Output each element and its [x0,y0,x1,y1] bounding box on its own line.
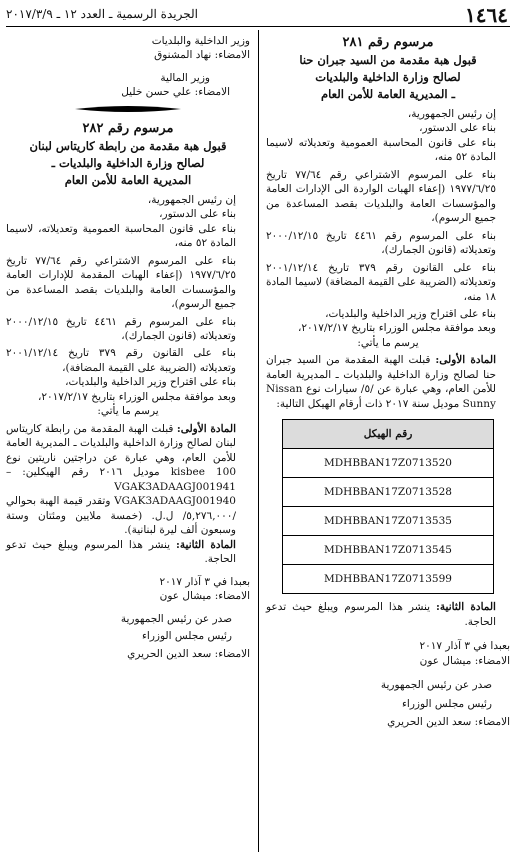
prime-minister-title: رئيس مجلس الوزراء [141,630,232,643]
decree-title: مرسوم رقم ٢٨٢ [82,120,174,136]
preamble-line: بناء على قانون المحاسبة العمومية وتعديلاته لاسيما المادة ٥٢ منه، [266,136,496,164]
preamble-line: بناء على قانون المحاسبة العمومية وتعديلاته، لاسيما المادة ٥٢ منه، [6,222,236,250]
article-1 [266,353,510,411]
publication-info: الجريدة الرسمية ـ العدد ١٢ ـ ٢٠١٧/٣/٩ [6,7,198,21]
column-divider [258,30,259,852]
minister-title: وزير الداخلية والبلديات [151,35,250,47]
article-label: المادة الثانية: [436,601,496,614]
article-2 [266,600,510,629]
prime-minister-title: رئيس مجلس الوزراء [401,697,492,710]
article-label: المادة الأولى: [435,354,496,367]
signature-line: الامضاء: نهاد المشنوق [154,49,250,62]
subtitle-line: لصالح وزارة الداخلية والبلديات [315,70,461,85]
chassis-number: MDHBBAN17Z0713545 [283,536,494,565]
article-2 [6,538,250,567]
article-text: قبلت الهبة المقدمة من السيد جبران حنا لصالح وزارة الداخلية والبلديات ـ المديرية العامة للأمن العام، وهي عبارة عن /٥/ سيارات نوع Nissan Sunny موديل سنة ٢٠١٧ ذات أرقام الهيكل التالية: [266,354,497,410]
article-label: المادة الثانية: [176,538,236,551]
subtitle-line: قبول هبة مقدمة من السيد جبران حنا [299,52,477,67]
preamble-line: بناء على اقتراح وزير الداخلية والبلديات، [65,376,236,389]
decree-subtitle [266,52,510,104]
signature-line: الامضاء: ميشال عون [419,654,510,667]
preamble-line: بناء على القانون رقم ٣٧٩ تاريخ ٢٠٠١/١٢/١٤ وتعديلاته (الضريبة على القيمة المضافة) لاسيما المادة ١٨ منه، [266,261,496,303]
subtitle-line: قبول هبة مقدمة من رابطة كاريتاس لبنان [29,138,227,153]
chassis-table-header: رقم الهيكل [283,420,494,449]
section-separator-icon [73,104,183,114]
decree-title: مرسوم رقم ٢٨١ [342,35,434,50]
preamble-line: بناء على الدستور، [419,122,496,135]
issued-by: صدر عن رئيس الجمهورية [380,679,492,692]
signature-line: الامضاء: علي حسن خليل [121,86,230,99]
signing-date: بعبدا في ٣ آذار ٢٠١٧ [159,575,250,588]
preamble-line: بناء على المرسوم الاشتراعي رقم ٧٧/٦٤ تاريخ ١٩٧٧/٦/٢٥ (إعفاء الهبات المقدمة للإدارات العامة والمؤسسات العامة والبلديات بقصد المساعدة من جميع الرسوم)، [6,254,236,311]
signature-line: الامضاء: ميشال عون [159,590,250,603]
article-text: ينشر هذا المرسوم ويبلغ حيث تدعو الحاجة. [6,538,236,566]
chassis-table [282,419,494,594]
issued-by: صدر عن رئيس الجمهورية [120,612,232,625]
preamble-line: بناء على المرسوم رقم ٤٤٦١ تاريخ ٢٠٠٠/١٢/١٥ وتعديلاته (قانون الجمارك)، [6,315,236,342]
decree-282-column [6,34,250,661]
signing-date: بعبدا في ٣ آذار ٢٠١٧ [419,640,510,653]
chassis-number: MDHBBAN17Z0713528 [283,478,494,507]
chassis-number: MDHBBAN17Z0713599 [283,565,494,594]
preamble-line: بناء على الدستور، [159,208,236,221]
decree-subtitle [6,138,250,190]
article-label: المادة الأولى: [176,422,236,435]
subtitle-line: ـ المديرية العامة للأمن العام [321,87,455,102]
subtitle-line: لصالح وزارة الداخلية والبلديات ـ [51,156,205,171]
preamble-line: بناء على القانون رقم ٣٧٩ تاريخ ٢٠٠١/١٢/١٤ وتعديلاته (الضريبة على القيمة المضافة)، [6,347,236,374]
signature-block [6,575,250,661]
decree-formula: يرسم ما يأتي: [97,405,159,418]
article-1 [6,422,250,538]
chassis-number: MDHBBAN17Z0713535 [283,507,494,536]
subtitle-line: المديرية العامة للأمن العام [64,173,192,188]
decree-281-column [266,34,510,730]
signature-block [266,639,510,729]
page-number: ١٤٦٤ [465,3,508,27]
signature-line: الامضاء: سعد الدين الحريري [127,647,250,660]
preamble-line: إن رئيس الجمهورية، [147,193,236,206]
article-text: ينشر هذا المرسوم ويبلغ حيث تدعو الحاجة. [266,601,496,628]
chassis-number: MDHBBAN17Z0713520 [283,449,494,478]
preamble-line: بناء على المرسوم رقم ٤٤٦١ تاريخ ٢٠٠٠/١٢/١٥ وتعديلاته (قانون الجمارك)، [266,229,496,257]
preamble-line: وبعد موافقة مجلس الوزراء بتاريخ ٢٠١٧/٢/١٧، [38,390,236,403]
decree-formula: يرسم ما يأتي: [357,336,419,349]
article-text: قبلت الهبة المقدمة من رابطة كاريتاس لبنان لصالح وزارة الداخلية والبلديات ـ المديرية العامة للأمن العام، وهي عبارة عن دراجتين ناريتين نوع kisbee 100 موديل ٢٠١٦ رقم الهيكلين: – VGAK3ADAAGJ001941 VGAK3ADAAGJ001940 وتقدر قيمة الهبة بحوالي /٥,٢٧٦,٠٠٠/ ل.ل. (خمسة ملايين ومئتان وستة وسبعون ألف ليرة لبنانية). [6,422,237,537]
page-header [6,4,510,27]
signature-line: الامضاء: سعد الدين الحريري [387,716,510,729]
preamble-line: وبعد موافقة مجلس الوزراء بتاريخ ٢٠١٧/٢/١٧، [298,322,496,335]
preamble-line: إن رئيس الجمهورية، [407,107,496,120]
preamble-line: بناء على اقتراح وزير الداخلية والبلديات، [325,307,496,320]
preamble-line: بناء على المرسوم الاشتراعي رقم ٧٧/٦٤ تاريخ ١٩٧٧/٦/٢٥ (إعفاء الهبات الواردة الى الإدارات العامة والمؤسسات العامة والبلديات بقصد المساعدة من جميع الرسوم)، [266,168,496,225]
minister-title: وزير المالية [160,71,210,84]
